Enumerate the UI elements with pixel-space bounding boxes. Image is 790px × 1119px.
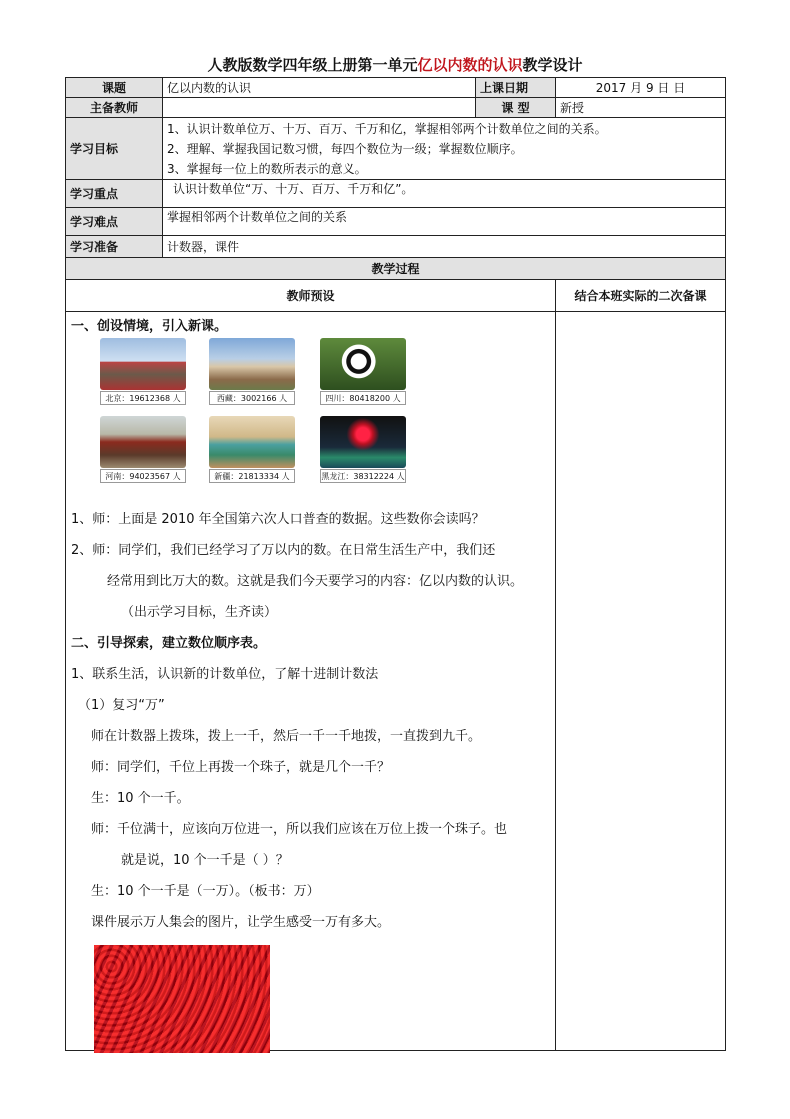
goals-list xyxy=(163,118,726,180)
key-points-label: 学习重点 xyxy=(66,180,163,208)
preparation-label: 学习准备 xyxy=(66,236,163,258)
photo-xinjiang xyxy=(209,416,295,468)
text-line: 生：10 个一千是（一万）。（板书：万） xyxy=(91,884,320,899)
teacher-value xyxy=(163,98,476,118)
photo-caption: 北京：19612368 人 xyxy=(100,391,186,405)
text-line: 师在计数器上拨珠，拨上一千，然后一千一千地拨，一直拨到九千。 xyxy=(91,729,482,744)
photo-caption: 新疆：21813334 人 xyxy=(209,469,295,483)
second-plan-body xyxy=(556,312,726,1051)
difficulty-value: 掌握相邻两个计数单位之间的关系 xyxy=(163,208,726,236)
photo-caption: 西藏：3002166 人 xyxy=(209,391,295,405)
text-line: 就是说，10 个一千是（ ）？ xyxy=(121,853,289,868)
goal-item: 3、掌握每一位上的数所表示的意义。 xyxy=(167,161,367,176)
photo-caption: 河南：94023567 人 xyxy=(100,469,186,483)
text-line: （1）复习“万” xyxy=(78,698,165,713)
type-label: 课 型 xyxy=(476,98,556,118)
date-value: 2017 月 9 日 日 xyxy=(556,78,726,98)
photo-henan xyxy=(100,416,186,468)
col-second-plan: 结合本班实际的二次备课 xyxy=(556,280,726,312)
text-line: 师：同学们，千位上再拨一个珠子，就是几个一千？ xyxy=(91,760,391,775)
col-teacher-plan: 教师预设 xyxy=(66,280,556,312)
type-value: 新授 xyxy=(556,98,726,118)
photo-beijing xyxy=(100,338,186,390)
text-line: 生：10 个一千。 xyxy=(91,791,190,806)
photo-crowd-overlay xyxy=(94,945,270,1053)
photo-tibet xyxy=(209,338,295,390)
difficulty-label: 学习难点 xyxy=(66,208,163,236)
text-line: 1、联系生活，认识新的计数单位，了解十进制计数法 xyxy=(71,667,379,682)
text-line: 经常用到比万大的数。这就是我们今天要学习的内容：亿以内数的认识。 xyxy=(107,574,524,589)
photo-sichuan xyxy=(320,338,406,390)
goals-label: 学习目标 xyxy=(66,118,163,180)
text-line: （出示学习目标，生齐读） xyxy=(121,605,278,620)
topic-value: 亿以内数的认识 xyxy=(163,78,476,98)
photo-caption: 四川：80418200 人 xyxy=(320,391,406,405)
teacher-label: 主备教师 xyxy=(66,98,163,118)
photo-heilongjiang xyxy=(320,416,406,468)
section-heading: 一、创设情境，引入新课。 xyxy=(71,319,228,334)
section-heading: 二、引导探索，建立数位顺序表。 xyxy=(71,636,267,651)
text-line: 师：千位满十，应该向万位进一，所以我们应该在万位上拨一个珠子。也 xyxy=(91,822,508,837)
text-line: 2、师：同学们，我们已经学习了万以内的数。在日常生活生产中，我们还 xyxy=(71,543,496,558)
teacher-plan-body xyxy=(66,312,556,1051)
goal-item: 1、认识计数单位万、十万、百万、千万和亿，掌握相邻两个计数单位之间的关系。 xyxy=(167,121,607,136)
lesson-plan-table xyxy=(65,77,726,1051)
key-points-value: 认识计数单位“万、十万、百万、千万和亿”。 xyxy=(163,180,726,208)
text-line: 课件展示万人集会的图片，让学生感受一万有多大。 xyxy=(91,915,391,930)
text-line: 1、师：上面是 2010 年全国第六次人口普查的数据。这些数你会读吗？ xyxy=(71,512,485,527)
topic-label: 课题 xyxy=(66,78,163,98)
process-header: 教学过程 xyxy=(66,258,726,280)
photo-caption: 黑龙江：38312224 人 xyxy=(320,469,406,483)
page-title: 人教版数学四年级上册第一单元亿以内数的认识教学设计 xyxy=(207,56,583,74)
preparation-value: 计数器，课件 xyxy=(163,236,726,258)
goal-item: 2、理解、掌握我国记数习惯，每四个数位为一级；掌握数位顺序。 xyxy=(167,141,523,156)
date-label: 上课日期 xyxy=(476,78,556,98)
